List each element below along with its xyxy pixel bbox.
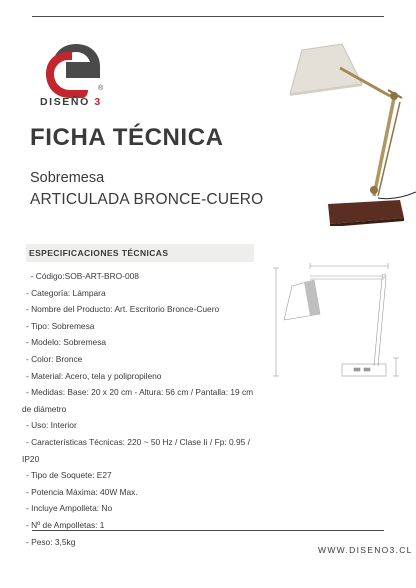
- spec-model: - Modelo: Sobremesa: [26, 337, 107, 348]
- spec-weight: - Peso: 3,5kg: [26, 536, 76, 547]
- specs-header: [26, 244, 254, 262]
- spec-dimensions-cont: de diámetro: [22, 403, 67, 414]
- spec-code: - Código:SOB-ART-BRO-008: [26, 271, 139, 281]
- spec-technical-cont: IP20: [22, 453, 40, 464]
- spec-technical: - Características Técnicas: 220 ~ 50 Hz / Clase Ii / Fp: 0.95 /: [26, 436, 250, 447]
- product-category: Sobremesa: [30, 170, 105, 186]
- top-divider: [32, 16, 384, 17]
- spec-bulb-count: - Nº de Ampolletas: 1: [26, 519, 105, 530]
- spec-power: - Potencia Máxima: 40W Max.: [26, 486, 138, 497]
- website-link[interactable]: WWW.DISENO3.CL: [318, 545, 413, 555]
- specs-list: [22, 268, 276, 550]
- spec-color: - Color: Bronce: [26, 353, 83, 364]
- spec-socket: - Tipo de Soquete: E27: [26, 470, 112, 481]
- spec-product-name: - Nombre del Producto: Art. Escritorio Bronce-Cuero: [26, 304, 220, 315]
- product-name: ARTICULADA BRONCE-CUERO: [30, 191, 264, 208]
- lamp-dimension-diagram: [270, 258, 402, 382]
- spec-type: - Tipo: Sobremesa: [26, 320, 95, 331]
- spec-use: - Uso: Interior: [26, 420, 77, 431]
- registered-mark: ®: [98, 85, 104, 92]
- spec-material: - Material: Acero, tela y polipropileno: [26, 370, 162, 381]
- bottom-divider: [32, 530, 384, 531]
- spec-dimensions: - Medidas: Base: 20 x 20 cm - Altura: 56 cm / Pantalla: 19 cm: [26, 387, 254, 398]
- lamp-photo: [270, 28, 416, 226]
- spec-bulb-included: - Incluye Ampolleta: No: [26, 503, 113, 514]
- specs-header-label: ESPECIFICACIONES TÉCNICAS: [29, 248, 169, 258]
- page-title: FICHA TÉCNICA: [30, 124, 224, 151]
- brand-wordmark: [40, 96, 102, 108]
- brand-name: DISEÑO: [40, 96, 90, 108]
- spec-category: - Categoría: Lámpara: [26, 287, 106, 298]
- brand-number: 3: [94, 96, 102, 108]
